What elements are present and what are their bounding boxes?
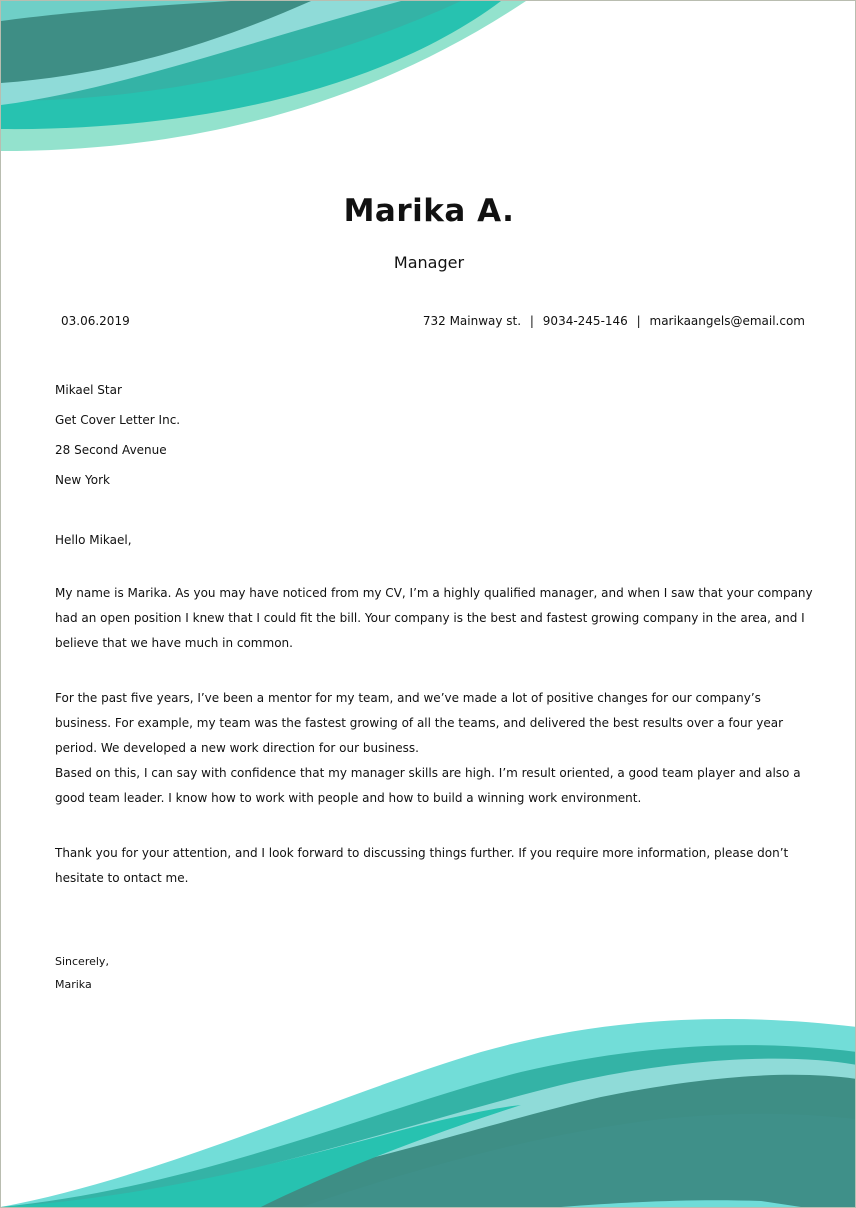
contact-address: 732 Mainway st. — [422, 314, 522, 328]
closing-word: Sincerely, — [55, 955, 109, 968]
contact-details — [423, 314, 805, 328]
paragraph-experience-part2: Based on this, I can say with confidence that my manager skills are high. I’m result oriented, a good team player and also a good team leader. I know how to work with people and how to build a winning work environment. — [55, 766, 801, 805]
recipient-street: 28 Second Avenue — [55, 443, 167, 457]
recipient-company: Get Cover Letter Inc. — [55, 413, 181, 427]
paragraph-closing: Thank you for your attention, and I look forward to discussing things further. If you require more information, please don’t hesitate to ontact me. — [55, 846, 789, 885]
contact-email: marikaangels@email.com — [649, 314, 805, 328]
bottom-wave-decoration — [1, 1007, 856, 1207]
paragraph-intro: My name is Marika. As you may have noticed from my CV, I’m a highly qualified manager, and when I saw that your company had an open position I knew that I could fit the bill. Your company is the best and fastest growing company in the area, and I believe that we have much in common. — [55, 586, 813, 650]
recipient-name: Mikael Star — [55, 383, 122, 397]
paragraph-experience-part1: For the past five years, I’ve been a mentor for my team, and we’ve made a lot of positive changes for our company’s business. For example, my team was the fastest growing of all the teams, and delivered the best results over a four year period. We developed a new work direction for our business. — [55, 691, 784, 755]
greeting: Hello Mikael, — [55, 533, 132, 547]
paragraph-experience — [55, 686, 815, 811]
sign-off — [55, 950, 109, 996]
applicant-name: Marika A. — [343, 193, 515, 229]
applicant-role: Manager — [393, 253, 465, 272]
contact-separator: | — [636, 314, 641, 328]
top-wave-decoration — [1, 1, 856, 161]
letter-date: 03.06.2019 — [61, 314, 130, 328]
contact-separator: | — [529, 314, 534, 328]
contact-phone: 9034-245-146 — [542, 314, 628, 328]
recipient-city: New York — [55, 473, 110, 487]
info-row — [61, 314, 805, 332]
signature-name: Marika — [55, 978, 92, 991]
recipient-block — [55, 375, 180, 495]
